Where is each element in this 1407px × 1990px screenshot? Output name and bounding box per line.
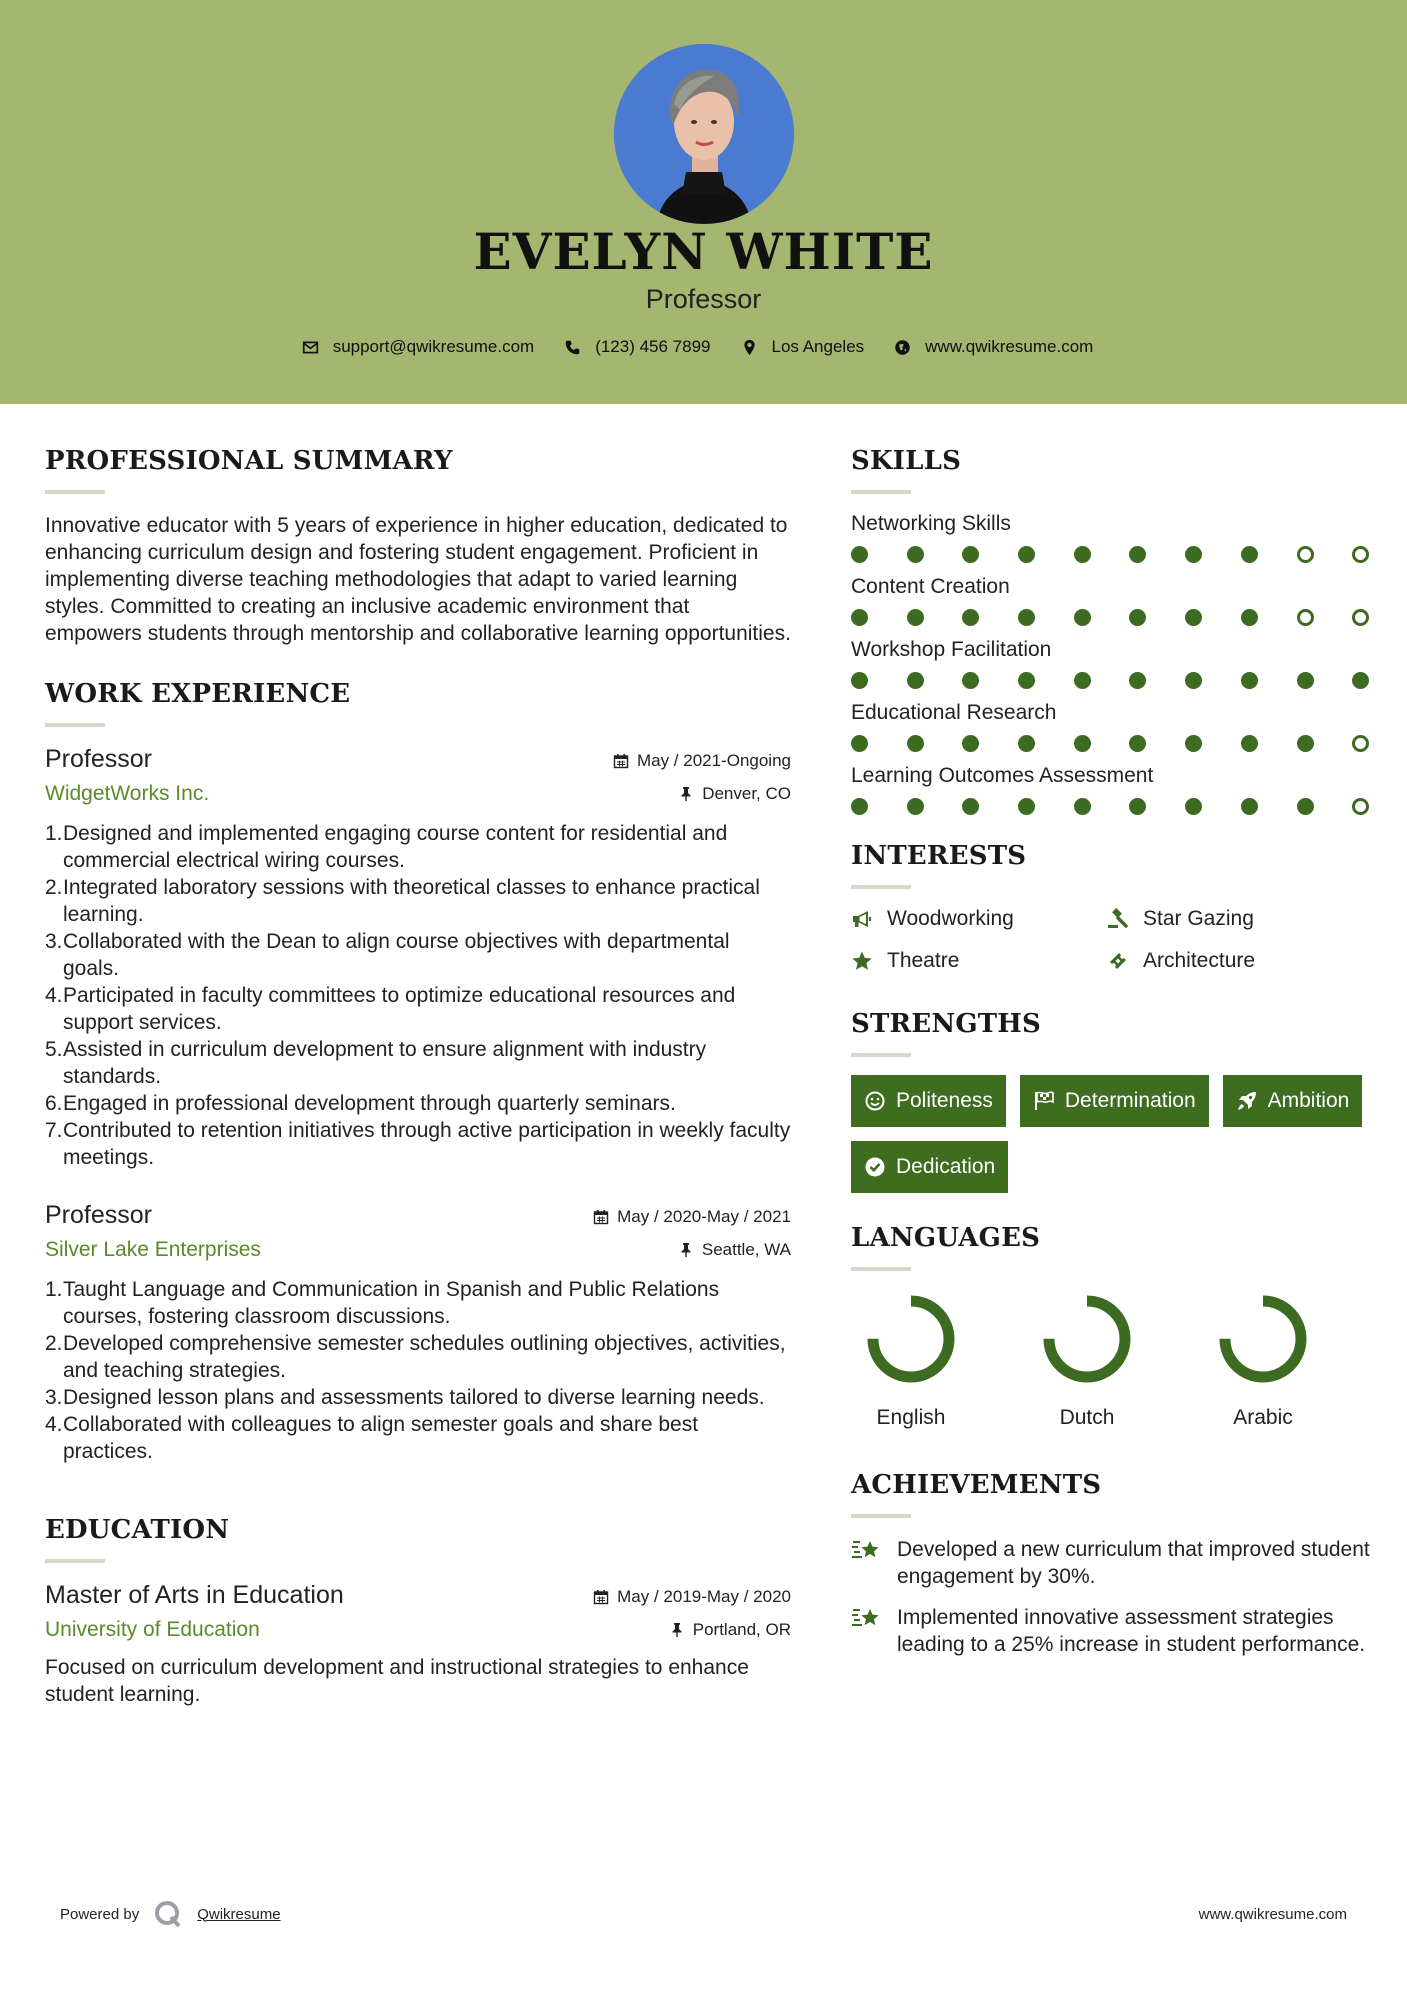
language-name: English [876,1406,946,1429]
list-item: 7. Contributed to retention initiatives through active participation in weekly faculty meetings. [45,1119,791,1169]
rating-dot-filled [851,798,868,815]
interest-item [851,949,1107,973]
rating-dot-filled [1074,735,1091,752]
achievements-section [851,1470,1371,1658]
interest-item [1107,907,1363,931]
rating-dot-filled [1297,672,1314,689]
list-item: 3. Collaborated with the Dean to align course objectives with departmental goals. [45,930,730,980]
job-location [678,1240,791,1260]
section-divider [851,1267,911,1271]
rating-dot-filled [907,672,924,689]
list-item: 2. Developed comprehensive semester schedules outlining objectives, activities, and teaching strategies. [45,1332,786,1382]
rating-dot-filled [1241,798,1258,815]
contact-location-text: Los Angeles [771,337,865,356]
section-divider [851,885,911,889]
rating-dot-filled [962,546,979,563]
job-title: Professor [45,745,152,773]
interests-heading: INTERESTS [851,841,1027,871]
contact-phone-text: (123) 456 7899 [595,337,711,356]
list-item: 3. Designed lesson plans and assessments tailored to diverse learning needs. [45,1386,765,1409]
contact-website-text: www.qwikresume.com [925,337,1094,356]
skill-item [851,638,1371,689]
skill-name: Workshop Facilitation [851,638,1052,661]
job-entry [45,1201,791,1465]
skill-rating [851,546,1371,563]
rating-dot-filled [907,546,924,563]
bullhorn-icon [851,908,873,930]
strengths-heading: STRENGTHS [851,1009,1042,1039]
rating-dot-filled [1129,672,1146,689]
rating-dot-filled [1129,609,1146,626]
rating-dot-filled [1018,546,1035,563]
pushpin-icon [678,786,694,802]
job-location-text: Seattle, WA [701,1240,791,1259]
job-dates-text: May / 2020-May / 2021 [617,1207,791,1226]
job-bullets [45,1276,791,1465]
rating-dot-filled [1074,546,1091,563]
section-divider [851,1514,911,1518]
rating-dot-filled [1129,546,1146,563]
check-circle-icon [864,1156,886,1178]
interest-label: Architecture [1143,949,1256,972]
interest-item [1107,949,1363,973]
rating-dot-empty [1352,546,1369,563]
section-divider [45,1559,105,1563]
strength-label: Politeness [896,1089,993,1112]
summary-heading: PROFESSIONAL SUMMARY [45,446,453,476]
contact-phone[interactable] [564,337,710,357]
job-dates-text: May / 2021-Ongoing [636,751,791,770]
achievement-item [851,1604,1371,1658]
language-item [851,1289,971,1430]
contact-bar [0,337,1407,357]
rating-dot-filled [1241,546,1258,563]
rating-dot-filled [1297,735,1314,752]
list-item: 1. Taught Language and Communication in Spanish and Public Relations courses, fostering classroom discussions. [45,1278,720,1328]
qwikresume-link[interactable]: Qwikresume [197,1905,281,1923]
rating-dot-filled [1185,735,1202,752]
skill-name: Networking Skills [851,512,1011,535]
languages-section [851,1223,1371,1430]
rating-dot-empty [1297,546,1314,563]
achievements-heading: ACHIEVEMENTS [851,1470,1102,1500]
gavel-icon [1107,908,1129,930]
calendar-icon [613,753,629,769]
skill-name: Learning Outcomes Assessment [851,764,1154,787]
skill-rating [851,672,1371,689]
strength-badge [1020,1075,1209,1127]
profile-photo [614,44,794,224]
job-location-text: Denver, CO [702,784,791,803]
summary-section [45,446,791,647]
strength-label: Determination [1064,1089,1196,1112]
contact-location [741,337,865,357]
skills-heading: SKILLS [851,446,962,476]
section-divider [45,490,105,494]
skill-rating [851,735,1371,752]
skill-item [851,764,1371,815]
strength-badge [1223,1075,1363,1127]
resume-header [0,0,1407,404]
strength-label: Ambition [1267,1089,1350,1112]
shooting-star-icon [851,1604,883,1632]
candidate-title: Professor [645,284,762,314]
rating-dot-filled [1018,672,1035,689]
rating-dot-filled [962,798,979,815]
interests-section [851,841,1371,973]
school-name: University of Education [45,1618,260,1641]
rating-dot-filled [851,609,868,626]
rating-dot-filled [907,609,924,626]
list-item: 6. Engaged in professional development through quarterly seminars. [45,1092,676,1115]
job-bullets [45,820,791,1171]
powered-by-label: Powered by [60,1905,140,1923]
experience-heading: WORK EXPERIENCE [45,679,351,709]
language-item [1027,1289,1147,1430]
education-description: Focused on curriculum development and instructional strategies to enhance student learning. [45,1656,749,1706]
strengths-list [851,1075,1371,1193]
footer-branding [60,1899,281,1929]
languages-list [851,1289,1371,1430]
skills-section [851,446,1371,815]
list-item: 2. Integrated laboratory sessions with theoretical classes to enhance practical learning. [45,876,760,926]
interest-label: Woodworking [887,907,1014,930]
contact-email[interactable] [302,337,535,357]
languages-heading: LANGUAGES [851,1223,1041,1253]
rating-dot-filled [962,735,979,752]
rating-dot-filled [851,672,868,689]
star-icon [851,950,873,972]
rating-dot-filled [851,735,868,752]
achievement-text: Developed a new curriculum that improved student engagement by 30%. [897,1538,1370,1588]
rating-dot-filled [1185,798,1202,815]
rating-dot-empty [1352,798,1369,815]
rocket-icon [1236,1090,1258,1112]
education-dates [593,1587,791,1607]
candidate-name: EVELYN WHITE [473,222,934,281]
rating-dot-filled [1074,798,1091,815]
rating-dot-filled [1074,609,1091,626]
rating-dot-empty [1352,735,1369,752]
section-divider [45,723,105,727]
shooting-star-icon [851,1536,883,1564]
rating-dot-filled [1018,735,1035,752]
rating-dot-filled [1074,672,1091,689]
degree-title: Master of Arts in Education [45,1581,344,1609]
strengths-section [851,1009,1371,1193]
language-item [1203,1289,1323,1430]
right-column [851,446,1371,1672]
language-name: Arabic [1233,1406,1293,1429]
education-section [45,1515,791,1708]
calendar-icon [593,1589,609,1605]
interests-grid [851,907,1371,973]
skill-item [851,575,1371,626]
rating-dot-filled [1185,672,1202,689]
job-dates [593,1207,791,1227]
list-item: 4. Participated in faculty committees to optimize educational resources and support services. [45,984,736,1034]
skills-list [851,512,1371,815]
education-dates-text: May / 2019-May / 2020 [617,1587,791,1606]
skill-item [851,701,1371,752]
rating-dot-filled [1352,672,1369,689]
skill-rating [851,798,1371,815]
section-divider [851,1053,911,1057]
skill-name: Educational Research [851,701,1057,724]
rating-dot-empty [1297,609,1314,626]
contact-website[interactable] [894,337,1093,357]
interest-label: Theatre [887,949,960,972]
rating-dot-filled [1185,546,1202,563]
education-location-text: Portland, OR [692,1620,791,1639]
skill-name: Content Creation [851,575,1010,598]
job-location [678,784,791,804]
rating-dot-filled [1129,735,1146,752]
ticket-icon [1107,950,1129,972]
rating-dot-filled [1241,672,1258,689]
achievement-text: Implemented innovative assessment strategies leading to a 25% increase in student performance. [897,1606,1366,1656]
rating-dot-filled [1185,609,1202,626]
experience-section [45,679,791,1465]
list-item: 1. Designed and implemented engaging course content for residential and commercial electrical wiring courses. [45,822,728,872]
pushpin-icon [678,1242,694,1258]
rating-dot-filled [1018,609,1035,626]
qwikresume-logo-icon [153,1899,183,1929]
interest-label: Star Gazing [1143,907,1254,930]
rating-dot-filled [1129,798,1146,815]
section-divider [851,490,911,494]
language-progress-ring [1037,1289,1137,1389]
strength-badge [851,1075,1006,1127]
company-name: Silver Lake Enterprises [45,1238,261,1261]
education-location [669,1620,791,1640]
education-heading: EDUCATION [45,1515,230,1545]
job-dates [613,751,791,771]
left-column [45,446,791,1708]
flag-icon [1033,1090,1055,1112]
smile-icon [864,1090,886,1112]
language-progress-ring [1213,1289,1313,1389]
footer-website[interactable]: www.qwikresume.com [1198,1906,1347,1923]
rating-dot-filled [1241,735,1258,752]
rating-dot-filled [1241,609,1258,626]
language-name: Dutch [1059,1406,1115,1429]
company-name: WidgetWorks Inc. [45,782,210,805]
rating-dot-empty [1352,609,1369,626]
globe-icon [894,339,911,356]
strength-label: Dedication [896,1155,996,1178]
skill-item [851,512,1371,563]
list-item: 4. Collaborated with colleagues to align semester goals and share best practices. [45,1413,699,1463]
achievement-item [851,1536,1371,1590]
strength-badge [851,1141,1008,1193]
interest-item [851,907,1107,931]
rating-dot-filled [962,672,979,689]
calendar-icon [593,1209,609,1225]
rating-dot-filled [851,546,868,563]
rating-dot-filled [907,735,924,752]
rating-dot-filled [907,798,924,815]
rating-dot-filled [1297,798,1314,815]
rating-dot-filled [962,609,979,626]
contact-email-text: support@qwikresume.com [332,337,535,356]
envelope-icon [302,339,319,356]
job-entry [45,745,791,1171]
summary-text: Innovative educator with 5 years of experience in higher education, dedicated to enhancing curriculum design and fostering student engagement. Proficient in implementing diverse teaching methodologies that adapt to varied learning styles. Committed to creating an inclusive academic environment that empowers students through mentorship and collaborative learning opportunities. [45,514,791,645]
map-pin-icon [741,339,758,356]
phone-icon [564,339,581,356]
language-progress-ring [861,1289,961,1389]
job-title: Professor [45,1201,152,1229]
rating-dot-filled [1018,798,1035,815]
skill-rating [851,609,1371,626]
list-item: 5. Assisted in curriculum development to ensure alignment with industry standards. [45,1038,707,1088]
pushpin-icon [669,1622,685,1638]
